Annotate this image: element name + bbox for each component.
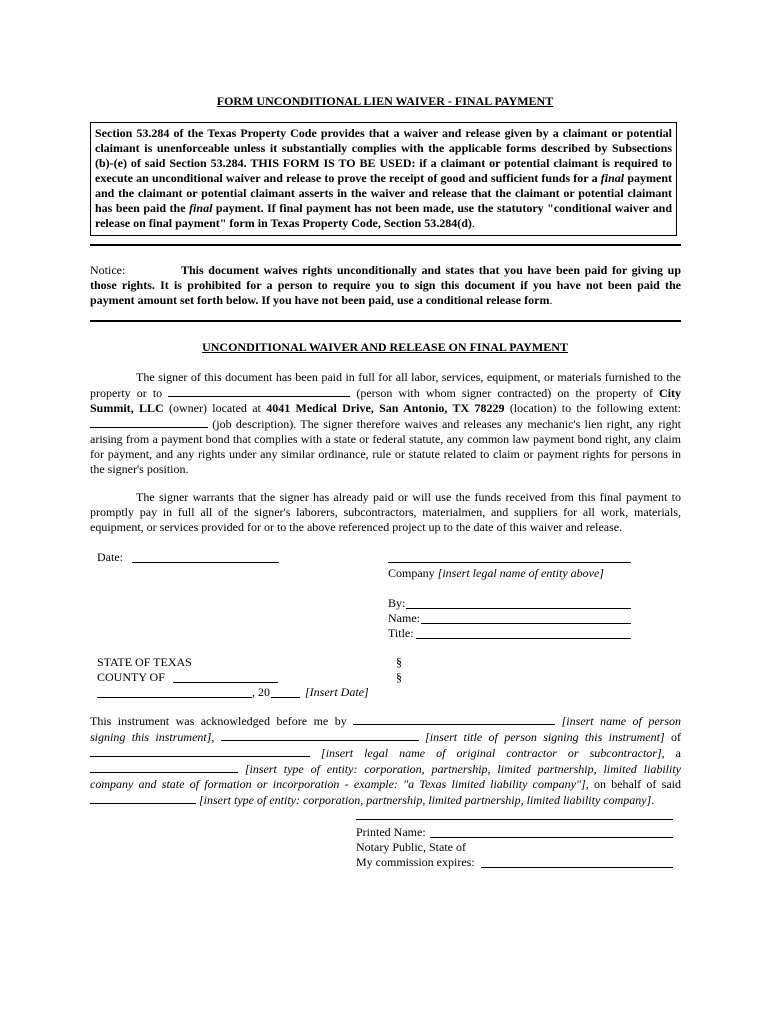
paragraph-warranty xyxy=(90,490,681,535)
owner-name: City Summit, LLC xyxy=(90,386,682,415)
contractor-blank[interactable] xyxy=(168,385,350,397)
acknowledgment xyxy=(90,713,681,808)
para2-text: The signer warrants that the signer has already paid or will use the funds received from this final payment to promptly pay in full all of the signer's laborers, subcontractors, materialmen, and suppliers for all work, materials, equipment, or services provided for or to the above referenced project up to the date of this waiver and release. xyxy=(90,490,681,534)
para1-b: (person with whom signer contracted) on the property of xyxy=(356,386,653,400)
company-hint: [insert legal name of entity above] xyxy=(437,566,604,580)
signer-name-blank[interactable] xyxy=(353,713,555,725)
ack-h4: [insert type of entity: corporation, partnership, limited partnership, limited liability company and state of formation or incorporation - example: "a Texas limited liability company"] xyxy=(90,762,681,791)
notice-label: Notice: xyxy=(90,263,126,277)
commission-label: My commission expires: xyxy=(356,855,475,869)
ack-t1: This instrument was acknowledged before me by xyxy=(90,714,347,728)
by-label: By: xyxy=(388,596,406,610)
contractor-name-blank[interactable] xyxy=(90,745,310,757)
ack-t3: of xyxy=(671,730,681,744)
ack-h5: [insert type of entity: corporation, partnership, limited partnership, limited liability company] xyxy=(199,793,652,807)
insert-date-hint xyxy=(305,685,369,700)
para1-c: (owner) located at xyxy=(168,401,261,415)
county-field[interactable] xyxy=(173,682,278,683)
company-text: Company xyxy=(388,566,438,580)
ack-t5: , on behalf of said xyxy=(585,777,681,791)
company-field[interactable] xyxy=(388,562,631,563)
state-of-texas: STATE OF TEXAS xyxy=(97,655,192,669)
title-field[interactable] xyxy=(416,638,631,639)
entity-type-blank-2[interactable] xyxy=(90,792,196,804)
company-label xyxy=(388,566,604,581)
county-label: COUNTY OF xyxy=(97,670,165,684)
printed-name-label: Printed Name: xyxy=(356,825,426,839)
ack-t6: . xyxy=(651,793,655,807)
property-address: 4041 Medical Drive, San Antonio, TX 78229 xyxy=(266,401,505,415)
section-symbol-1: § xyxy=(396,655,402,669)
by-field[interactable] xyxy=(406,608,631,609)
statute-text-2: payment and the claimant or potential claimant asserts in the waiver and release that the claimant or potential claimant has been paid the xyxy=(95,171,672,215)
divider-top xyxy=(90,244,681,246)
para1-e: (job description). The signer therefore waives and releases any mechanic's lien right, any right arising from a payment bond that complies with a state or federal statute, any common law payment bond right, any claim for payment, and any rights under any similar ordinance, rule or statute related to claim or payment rights for persons in the signer's position. xyxy=(90,417,681,476)
statute-text-1: Section 53.284 of the Texas Property Code provides that a waiver and release given by a claimant or potential claimant is unenforceable unless it substantially complies with the applicable forms described by Subsections (b)-(e) of said Section 53.284. THIS FORM IS TO BE USED: if a claimant or potential claimant is required to execute an unconditional waiver and release to prove the receipt of good and sufficient funds for a xyxy=(95,126,672,185)
para1-d: (location) to the following extent: xyxy=(509,401,682,415)
statute-end: . xyxy=(471,216,475,230)
form-title: FORM UNCONDITIONAL LIEN WAIVER - FINAL PAYMENT xyxy=(216,94,554,108)
statute-text-3: payment. If final payment has not been made, use the statutory "conditional waiver and release on final payment" form in Texas Property Code, Section 53.284(d) xyxy=(95,201,672,230)
notice-block xyxy=(90,263,681,308)
name-field[interactable] xyxy=(421,623,631,624)
entity-type-blank[interactable] xyxy=(90,761,238,773)
date-field[interactable] xyxy=(132,562,279,563)
notice-end: . xyxy=(549,293,553,307)
day-field[interactable] xyxy=(97,697,252,698)
ack-t2: , xyxy=(211,730,215,744)
job-description-blank[interactable] xyxy=(90,416,208,428)
ack-t4: , a xyxy=(661,746,682,760)
notice-text: This document waives rights unconditionally and states that you have been paid for giving up those rights. It is prohibited for a person to require you to sign this document if you have not been paid the payment amount set forth below. If you have not been paid, use a conditional release form xyxy=(90,263,681,307)
printed-name-field[interactable] xyxy=(430,837,673,838)
section-symbol-2: § xyxy=(396,670,402,684)
divider-middle xyxy=(90,320,681,322)
title-label: Title: xyxy=(388,626,414,640)
ack-h3: [insert legal name of original contractor or subcontractor] xyxy=(321,746,662,760)
insert-date-text: [Insert Date] xyxy=(305,685,369,699)
date-label: Date: xyxy=(97,550,123,564)
commission-field[interactable] xyxy=(481,867,673,868)
statute-final-1: final xyxy=(600,171,625,185)
paragraph-payment xyxy=(90,370,681,477)
statute-final-2: final xyxy=(189,201,213,215)
statute-box xyxy=(90,122,677,236)
year-prefix: , 20 xyxy=(252,685,270,699)
year-field[interactable] xyxy=(271,697,300,698)
para1-a: The signer of this document has been paid in full for all labor, services, equipment, or materials furnished to the property or to xyxy=(90,370,681,400)
ack-h2: [insert title of person signing this instrument] xyxy=(425,730,665,744)
ack-h1: [insert name of person signing this instrument] xyxy=(90,714,682,744)
notary-signature-field[interactable] xyxy=(356,819,673,820)
name-label: Name: xyxy=(388,611,420,625)
notary-public-label: Notary Public, State of xyxy=(356,840,466,854)
section-subtitle: UNCONDITIONAL WAIVER AND RELEASE ON FINAL PAYMENT xyxy=(202,340,568,354)
signer-title-blank[interactable] xyxy=(221,729,419,741)
